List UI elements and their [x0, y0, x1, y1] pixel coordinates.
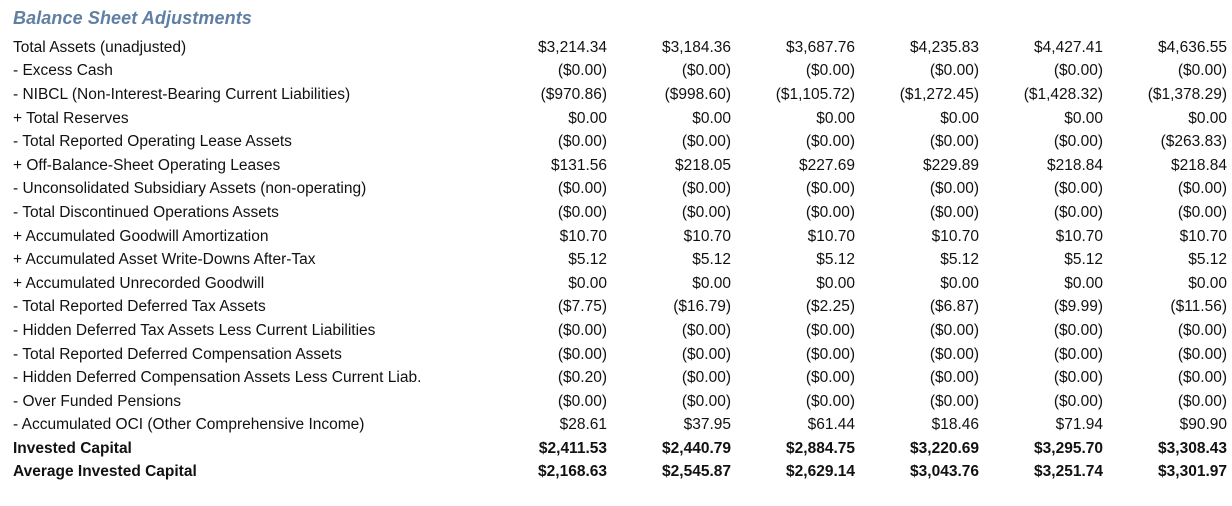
value-cell: ($1,105.72) — [775, 85, 855, 103]
value-cell: ($0.00) — [557, 321, 607, 339]
value-cell: ($0.00) — [805, 203, 855, 221]
value-cell: ($0.00) — [929, 369, 979, 387]
value-cell: ($6.87) — [929, 298, 979, 316]
value-cell: $4,636.55 — [1158, 38, 1227, 56]
row-label: - Unconsolidated Subsidiary Assets (non-operating) — [13, 180, 367, 198]
value-cell: $0.00 — [568, 109, 607, 127]
value-cell: ($0.00) — [929, 345, 979, 363]
value-cell: $37.95 — [683, 416, 731, 434]
section-title: Balance Sheet Adjustments — [13, 8, 252, 28]
value-cell: ($0.00) — [681, 345, 731, 363]
value-cell: ($0.00) — [805, 345, 855, 363]
value-cell: $0.00 — [692, 109, 731, 127]
value-cell: ($0.00) — [929, 180, 979, 198]
value-cell: $3,214.34 — [538, 38, 607, 56]
value-cell: ($0.00) — [1177, 345, 1227, 363]
value-cell: ($263.83) — [1160, 133, 1227, 151]
value-cell: $5.12 — [940, 251, 979, 269]
value-cell: $18.46 — [931, 416, 979, 434]
value-cell: ($0.00) — [1053, 345, 1103, 363]
value-cell: ($0.00) — [805, 180, 855, 198]
value-cell: ($0.00) — [1053, 133, 1103, 151]
value-cell: $3,687.76 — [786, 38, 855, 56]
row-label: + Accumulated Asset Write-Downs After-Tax — [13, 251, 316, 269]
value-cell: $218.84 — [1170, 156, 1227, 174]
value-cell: $10.70 — [1055, 227, 1103, 245]
row-label: - Hidden Deferred Compensation Assets Less Current Liab. — [13, 369, 422, 387]
table-row — [13, 225, 1227, 249]
value-cell: $0.00 — [1064, 274, 1103, 292]
value-cell: $90.90 — [1179, 416, 1227, 434]
value-cell: $5.12 — [816, 251, 855, 269]
value-cell: ($0.00) — [929, 62, 979, 80]
value-cell: $2,545.87 — [662, 463, 731, 481]
value-cell: ($0.00) — [805, 321, 855, 339]
value-cell: $71.94 — [1055, 416, 1103, 434]
table-row — [13, 437, 1227, 461]
value-cell: ($0.00) — [929, 321, 979, 339]
table-row — [13, 36, 1227, 60]
value-cell: $3,301.97 — [1158, 463, 1227, 481]
value-cell: $3,043.76 — [910, 463, 979, 481]
value-cell: ($1,378.29) — [1147, 85, 1227, 103]
value-cell: ($0.00) — [805, 369, 855, 387]
value-cell: $3,251.74 — [1034, 463, 1103, 481]
value-cell: ($0.00) — [1053, 369, 1103, 387]
table-row — [13, 248, 1227, 272]
value-cell: ($1,272.45) — [899, 85, 979, 103]
row-label: + Off-Balance-Sheet Operating Leases — [13, 156, 281, 174]
row-label: - Hidden Deferred Tax Assets Less Current Liabilities — [13, 321, 376, 339]
value-cell: $10.70 — [1179, 227, 1227, 245]
table-row — [13, 130, 1227, 154]
value-cell: $10.70 — [683, 227, 731, 245]
value-cell: ($0.00) — [1177, 203, 1227, 221]
value-cell: $131.56 — [550, 156, 607, 174]
table-row — [13, 343, 1227, 367]
value-cell: ($0.00) — [1177, 62, 1227, 80]
value-cell: ($0.00) — [1053, 392, 1103, 410]
value-cell: ($0.00) — [805, 392, 855, 410]
table-row — [13, 107, 1227, 131]
value-cell: $4,235.83 — [910, 38, 979, 56]
value-cell: $3,308.43 — [1158, 439, 1227, 457]
value-cell: ($0.00) — [557, 180, 607, 198]
value-cell: $0.00 — [816, 109, 855, 127]
value-cell: ($0.00) — [557, 133, 607, 151]
table-row — [13, 60, 1227, 84]
value-cell: ($9.99) — [1053, 298, 1103, 316]
row-label: - Total Reported Deferred Compensation Assets — [13, 345, 342, 363]
value-cell: ($1,428.32) — [1023, 85, 1103, 103]
value-cell: $0.00 — [568, 274, 607, 292]
row-label: Average Invested Capital — [13, 463, 197, 481]
value-cell: $2,629.14 — [786, 463, 855, 481]
value-cell: $0.00 — [816, 274, 855, 292]
row-label: - NIBCL (Non-Interest-Bearing Current Liabilities) — [13, 85, 351, 103]
value-cell: ($998.60) — [664, 85, 731, 103]
value-cell: $61.44 — [807, 416, 855, 434]
value-cell: $5.12 — [568, 251, 607, 269]
table-row — [13, 296, 1227, 320]
value-cell: $2,168.63 — [538, 463, 607, 481]
row-label: - Over Funded Pensions — [13, 392, 182, 410]
table-row — [13, 390, 1227, 414]
value-cell: $5.12 — [1188, 251, 1227, 269]
row-label: - Accumulated OCI (Other Comprehensive Income) — [13, 416, 365, 434]
value-cell: ($0.00) — [1177, 321, 1227, 339]
row-label: - Total Reported Deferred Tax Assets — [13, 298, 266, 316]
balance-sheet-table — [13, 36, 1227, 484]
value-cell: ($0.00) — [929, 392, 979, 410]
value-cell: ($0.00) — [681, 392, 731, 410]
row-label: + Total Reserves — [13, 109, 129, 127]
row-label: + Accumulated Goodwill Amortization — [13, 227, 269, 245]
value-cell: ($16.79) — [673, 298, 731, 316]
value-cell: $0.00 — [692, 274, 731, 292]
value-cell: ($0.00) — [681, 203, 731, 221]
value-cell: ($0.00) — [1053, 203, 1103, 221]
value-cell: $2,411.53 — [538, 439, 607, 457]
value-cell: ($0.00) — [1053, 180, 1103, 198]
value-cell: $3,220.69 — [910, 439, 979, 457]
value-cell: $4,427.41 — [1034, 38, 1103, 56]
value-cell: $2,884.75 — [786, 439, 855, 457]
value-cell: ($0.00) — [929, 133, 979, 151]
value-cell: ($0.00) — [557, 392, 607, 410]
value-cell: ($0.00) — [681, 133, 731, 151]
value-cell: ($0.00) — [1053, 62, 1103, 80]
value-cell: $3,295.70 — [1034, 439, 1103, 457]
value-cell: ($970.86) — [540, 85, 607, 103]
value-cell: ($0.00) — [805, 133, 855, 151]
value-cell: $218.84 — [1046, 156, 1103, 174]
value-cell: $10.70 — [807, 227, 855, 245]
value-cell: $3,184.36 — [662, 38, 731, 56]
value-cell: ($0.00) — [1177, 392, 1227, 410]
value-cell: ($0.00) — [681, 62, 731, 80]
table-row — [13, 83, 1227, 107]
value-cell: $218.05 — [674, 156, 731, 174]
value-cell: $0.00 — [940, 109, 979, 127]
value-cell: $0.00 — [1064, 109, 1103, 127]
value-cell: ($2.25) — [805, 298, 855, 316]
table-row — [13, 366, 1227, 390]
value-cell: $229.89 — [922, 156, 979, 174]
table-row — [13, 201, 1227, 225]
table-row — [13, 154, 1227, 178]
value-cell: $5.12 — [1064, 251, 1103, 269]
value-cell: $2,440.79 — [662, 439, 731, 457]
value-cell: ($11.56) — [1170, 298, 1227, 316]
value-cell: ($0.00) — [681, 180, 731, 198]
table-row — [13, 272, 1227, 296]
value-cell: $10.70 — [559, 227, 607, 245]
row-label: - Total Reported Operating Lease Assets — [13, 133, 292, 151]
value-cell: ($0.00) — [1177, 180, 1227, 198]
value-cell: ($0.00) — [681, 321, 731, 339]
row-label: - Total Discontinued Operations Assets — [13, 203, 279, 221]
table-row — [13, 319, 1227, 343]
value-cell: ($0.00) — [681, 369, 731, 387]
row-label: Total Assets (unadjusted) — [13, 38, 187, 56]
value-cell: ($0.00) — [1177, 369, 1227, 387]
value-cell: ($7.75) — [557, 298, 607, 316]
row-label: + Accumulated Unrecorded Goodwill — [13, 274, 265, 292]
value-cell: $227.69 — [798, 156, 855, 174]
row-label: Invested Capital — [13, 439, 132, 457]
value-cell: ($0.00) — [929, 203, 979, 221]
value-cell: $10.70 — [931, 227, 979, 245]
row-label: - Excess Cash — [13, 62, 113, 80]
value-cell: $5.12 — [692, 251, 731, 269]
value-cell: ($0.00) — [1053, 321, 1103, 339]
table-row — [13, 178, 1227, 202]
value-cell: $0.00 — [1188, 274, 1227, 292]
value-cell: ($0.00) — [557, 62, 607, 80]
table-row — [13, 414, 1227, 438]
value-cell: $28.61 — [559, 416, 607, 434]
value-cell: $0.00 — [1188, 109, 1227, 127]
value-cell: $0.00 — [940, 274, 979, 292]
table-row — [13, 461, 1227, 485]
value-cell: ($0.20) — [557, 369, 607, 387]
value-cell: ($0.00) — [557, 203, 607, 221]
value-cell: ($0.00) — [557, 345, 607, 363]
value-cell: ($0.00) — [805, 62, 855, 80]
